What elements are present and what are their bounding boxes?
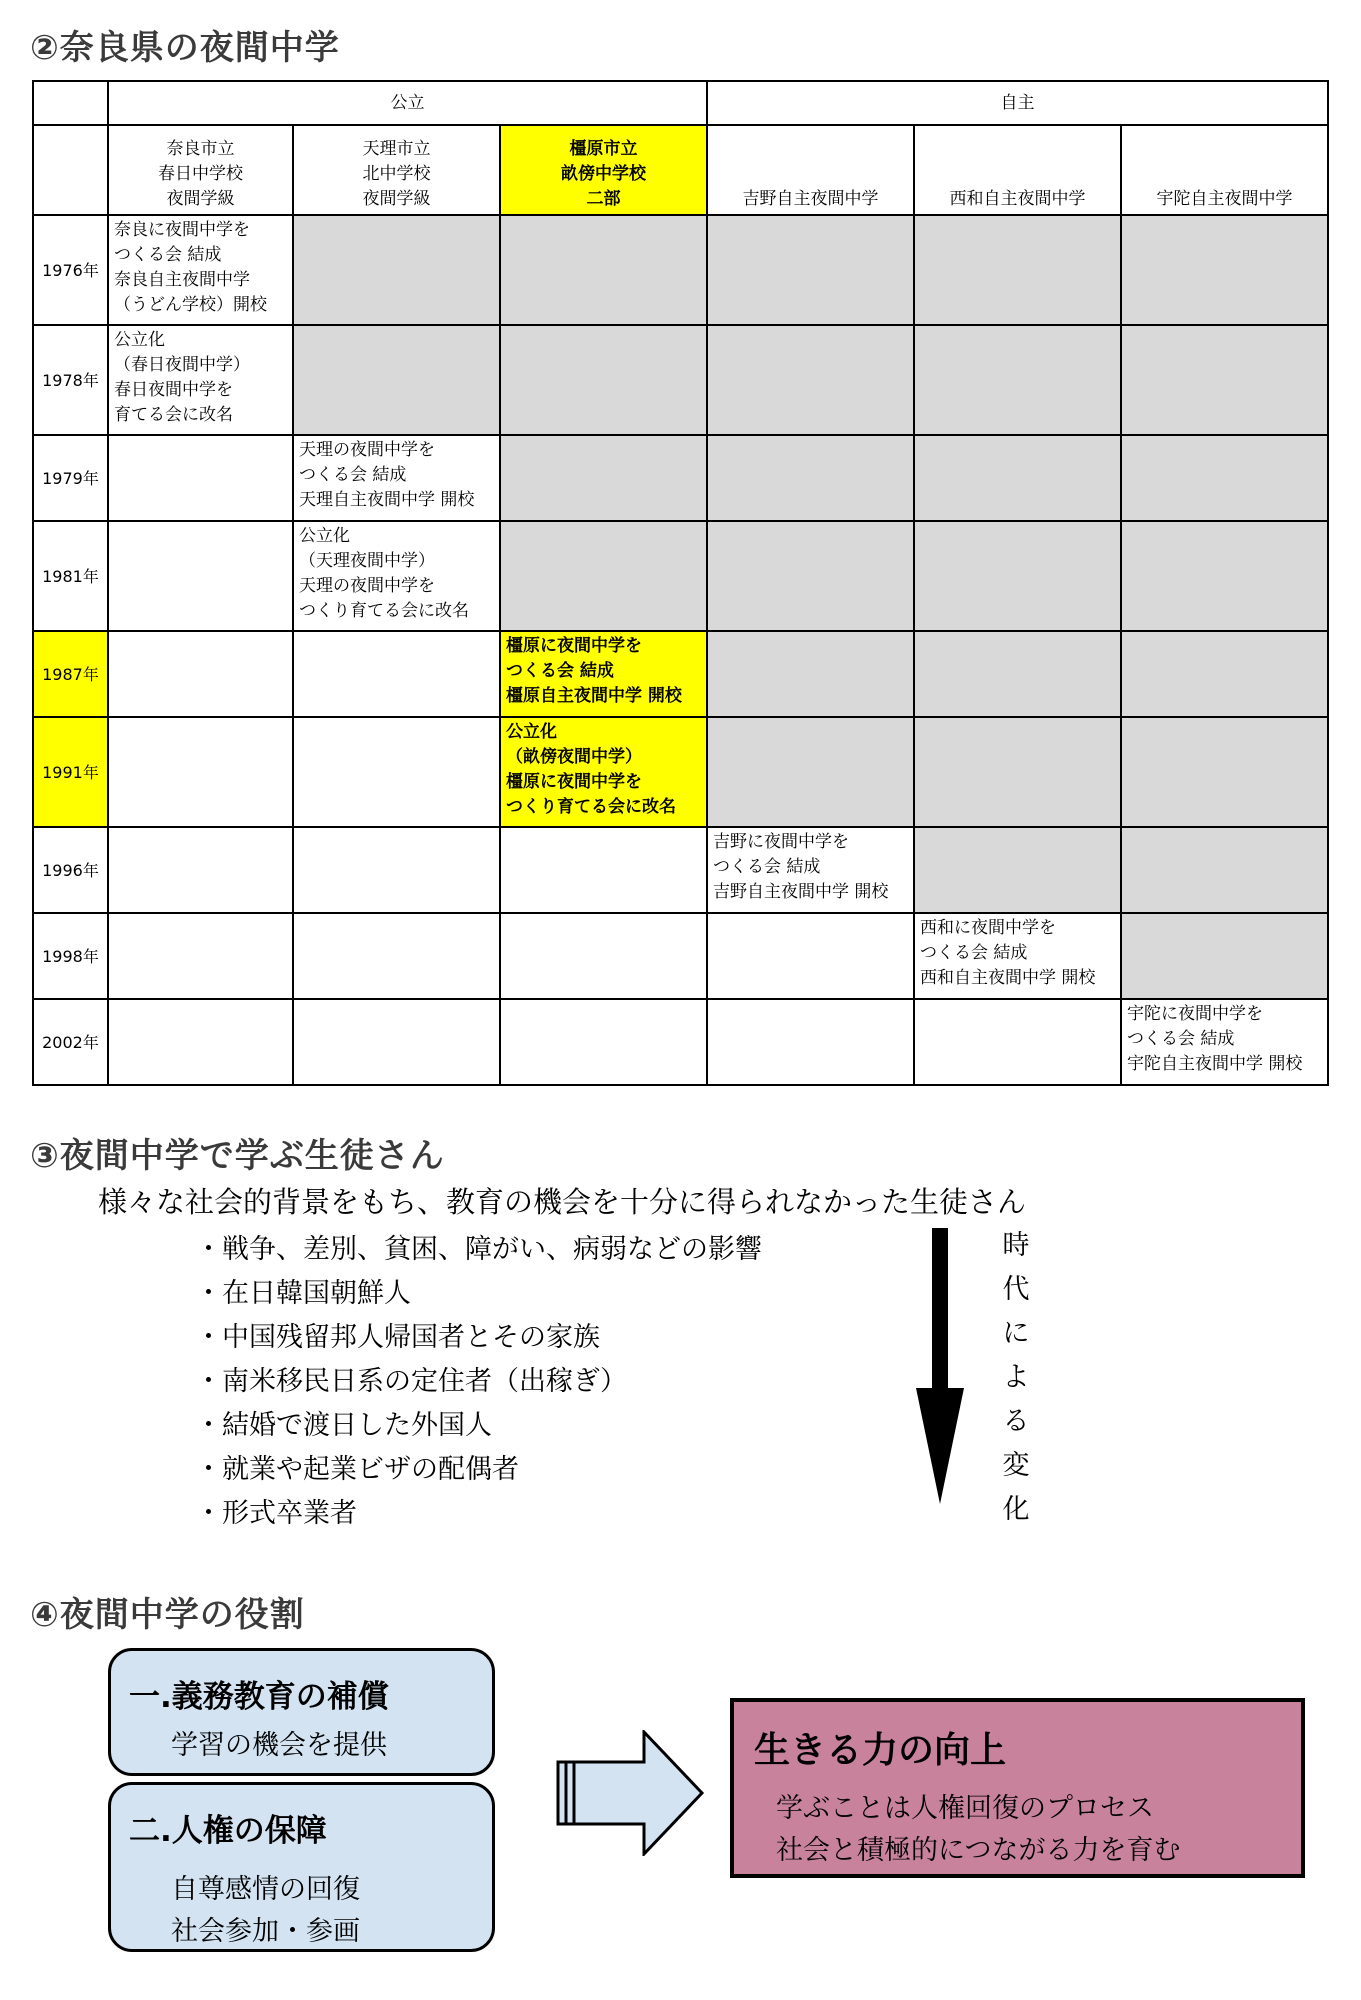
year-cell-1978: 1978年 bbox=[33, 325, 108, 435]
group-header-public: 公立 bbox=[108, 81, 707, 125]
column-header-yoshino: 吉野自主夜間中学 bbox=[707, 125, 914, 215]
empty-cell bbox=[293, 999, 500, 1085]
event-cell-2002: 宇陀に夜間中学を つくる会 結成 宇陀自主夜間中学 開校 bbox=[1121, 999, 1328, 1085]
student-background-list bbox=[195, 1230, 762, 1538]
event-cell-1979: 天理の夜間中学を つくる会 結成 天理自主夜間中学 開校 bbox=[293, 435, 500, 521]
list-item: ・結婚で渡日した外国人 bbox=[195, 1410, 492, 1441]
empty-cell bbox=[1121, 435, 1328, 521]
empty-cell bbox=[293, 827, 500, 913]
corner-cell bbox=[33, 125, 108, 215]
empty-cell bbox=[293, 913, 500, 999]
empty-cell bbox=[914, 827, 1121, 913]
year-cell-1979: 1979年 bbox=[33, 435, 108, 521]
empty-cell bbox=[1121, 827, 1328, 913]
column-header-seiwa: 西和自主夜間中学 bbox=[914, 125, 1121, 215]
empty-cell bbox=[707, 999, 914, 1085]
empty-cell bbox=[1121, 215, 1328, 325]
empty-cell bbox=[500, 325, 707, 435]
empty-cell bbox=[707, 325, 914, 435]
empty-cell bbox=[914, 999, 1121, 1085]
empty-cell bbox=[108, 435, 293, 521]
corner-cell bbox=[33, 81, 108, 125]
empty-cell bbox=[707, 435, 914, 521]
list-item: ・中国残留邦人帰国者とその家族 bbox=[195, 1322, 600, 1353]
empty-cell bbox=[914, 631, 1121, 717]
history-table bbox=[32, 80, 1329, 1086]
empty-cell bbox=[1121, 325, 1328, 435]
role-box-compulsory-education bbox=[108, 1648, 495, 1776]
year-cell-1996: 1996年 bbox=[33, 827, 108, 913]
empty-cell bbox=[1121, 521, 1328, 631]
down-arrow-icon bbox=[908, 1228, 972, 1508]
column-header-uda: 宇陀自主夜間中学 bbox=[1121, 125, 1328, 215]
year-cell-1981: 1981年 bbox=[33, 521, 108, 631]
empty-cell bbox=[108, 521, 293, 631]
year-cell-1987: 1987年 bbox=[33, 631, 108, 717]
column-header-kasuga: 奈良市立 春日中学校 夜間学級 bbox=[108, 125, 293, 215]
empty-cell bbox=[108, 717, 293, 827]
list-item: ・戦争、差別、貧困、障がい、病弱などの影響 bbox=[195, 1234, 762, 1265]
year-cell-2002: 2002年 bbox=[33, 999, 108, 1085]
role-heading: 二.人権の保障 bbox=[129, 1813, 327, 1849]
empty-cell bbox=[500, 999, 707, 1085]
result-box-life-skills bbox=[730, 1698, 1305, 1878]
list-item: ・在日韓国朝鮮人 bbox=[195, 1278, 411, 1309]
empty-cell bbox=[500, 215, 707, 325]
time-change-vertical-label: 時 代 に よ る 変 化 bbox=[1002, 1230, 1030, 1525]
empty-cell bbox=[914, 717, 1121, 827]
students-lead-text: 様々な社会的背景をもち、教育の機会を十分に得られなかった生徒さん bbox=[98, 1185, 1027, 1219]
event-cell-1991: 公立化 （畝傍夜間中学） 橿原に夜間中学を つくり育てる会に改名 bbox=[500, 717, 707, 827]
list-item: ・就業や起業ビザの配偶者 bbox=[195, 1454, 519, 1485]
event-cell-1996: 吉野に夜間中学を つくる会 結成 吉野自主夜間中学 開校 bbox=[707, 827, 914, 913]
column-header-unebi: 橿原市立 畝傍中学校 二部 bbox=[500, 125, 707, 215]
empty-cell bbox=[914, 215, 1121, 325]
empty-cell bbox=[707, 215, 914, 325]
result-detail: 社会と積極的につながる力を育む bbox=[776, 1835, 1181, 1866]
event-cell-1987: 橿原に夜間中学を つくる会 結成 橿原自主夜間中学 開校 bbox=[500, 631, 707, 717]
empty-cell bbox=[1121, 913, 1328, 999]
result-detail: 学ぶことは人権回復のプロセス bbox=[776, 1793, 1154, 1824]
right-arrow-icon bbox=[556, 1730, 706, 1856]
empty-cell bbox=[914, 521, 1121, 631]
empty-cell bbox=[293, 215, 500, 325]
role-detail: 社会参加・参画 bbox=[171, 1916, 360, 1947]
empty-cell bbox=[293, 717, 500, 827]
empty-cell bbox=[293, 631, 500, 717]
empty-cell bbox=[914, 325, 1121, 435]
empty-cell bbox=[707, 631, 914, 717]
event-cell-1976: 奈良に夜間中学を つくる会 結成 奈良自主夜間中学 （うどん学校）開校 bbox=[108, 215, 293, 325]
empty-cell bbox=[108, 631, 293, 717]
event-cell-1978: 公立化 （春日夜間中学） 春日夜間中学を 育てる会に改名 bbox=[108, 325, 293, 435]
list-item: ・南米移民日系の定住者（出稼ぎ） bbox=[195, 1366, 627, 1397]
empty-cell bbox=[1121, 717, 1328, 827]
year-cell-1991: 1991年 bbox=[33, 717, 108, 827]
result-heading: 生きる力の向上 bbox=[754, 1730, 1007, 1771]
list-item: ・形式卒業者 bbox=[195, 1498, 357, 1529]
empty-cell bbox=[293, 325, 500, 435]
empty-cell bbox=[1121, 631, 1328, 717]
empty-cell bbox=[500, 435, 707, 521]
empty-cell bbox=[108, 827, 293, 913]
empty-cell bbox=[500, 827, 707, 913]
year-cell-1976: 1976年 bbox=[33, 215, 108, 325]
role-box-human-rights bbox=[108, 1782, 495, 1952]
empty-cell bbox=[707, 717, 914, 827]
event-cell-1981: 公立化 （天理夜間中学） 天理の夜間中学を つくり育てる会に改名 bbox=[293, 521, 500, 631]
role-detail: 自尊感情の回復 bbox=[171, 1874, 360, 1905]
empty-cell bbox=[707, 521, 914, 631]
event-cell-1998: 西和に夜間中学を つくる会 結成 西和自主夜間中学 開校 bbox=[914, 913, 1121, 999]
empty-cell bbox=[707, 913, 914, 999]
empty-cell bbox=[500, 913, 707, 999]
empty-cell bbox=[914, 435, 1121, 521]
section-title-nara-night-schools: ②奈良県の夜間中学 bbox=[30, 28, 340, 68]
section-title-students: ③夜間中学で学ぶ生徒さん bbox=[30, 1136, 445, 1176]
empty-cell bbox=[500, 521, 707, 631]
group-header-independent: 自主 bbox=[707, 81, 1328, 125]
empty-cell bbox=[108, 913, 293, 999]
year-cell-1998: 1998年 bbox=[33, 913, 108, 999]
role-detail: 学習の機会を提供 bbox=[171, 1730, 387, 1761]
column-header-kita: 天理市立 北中学校 夜間学級 bbox=[293, 125, 500, 215]
section-title-roles: ④夜間中学の役割 bbox=[30, 1595, 305, 1635]
empty-cell bbox=[108, 999, 293, 1085]
role-heading: 一.義務教育の補償 bbox=[129, 1679, 389, 1715]
